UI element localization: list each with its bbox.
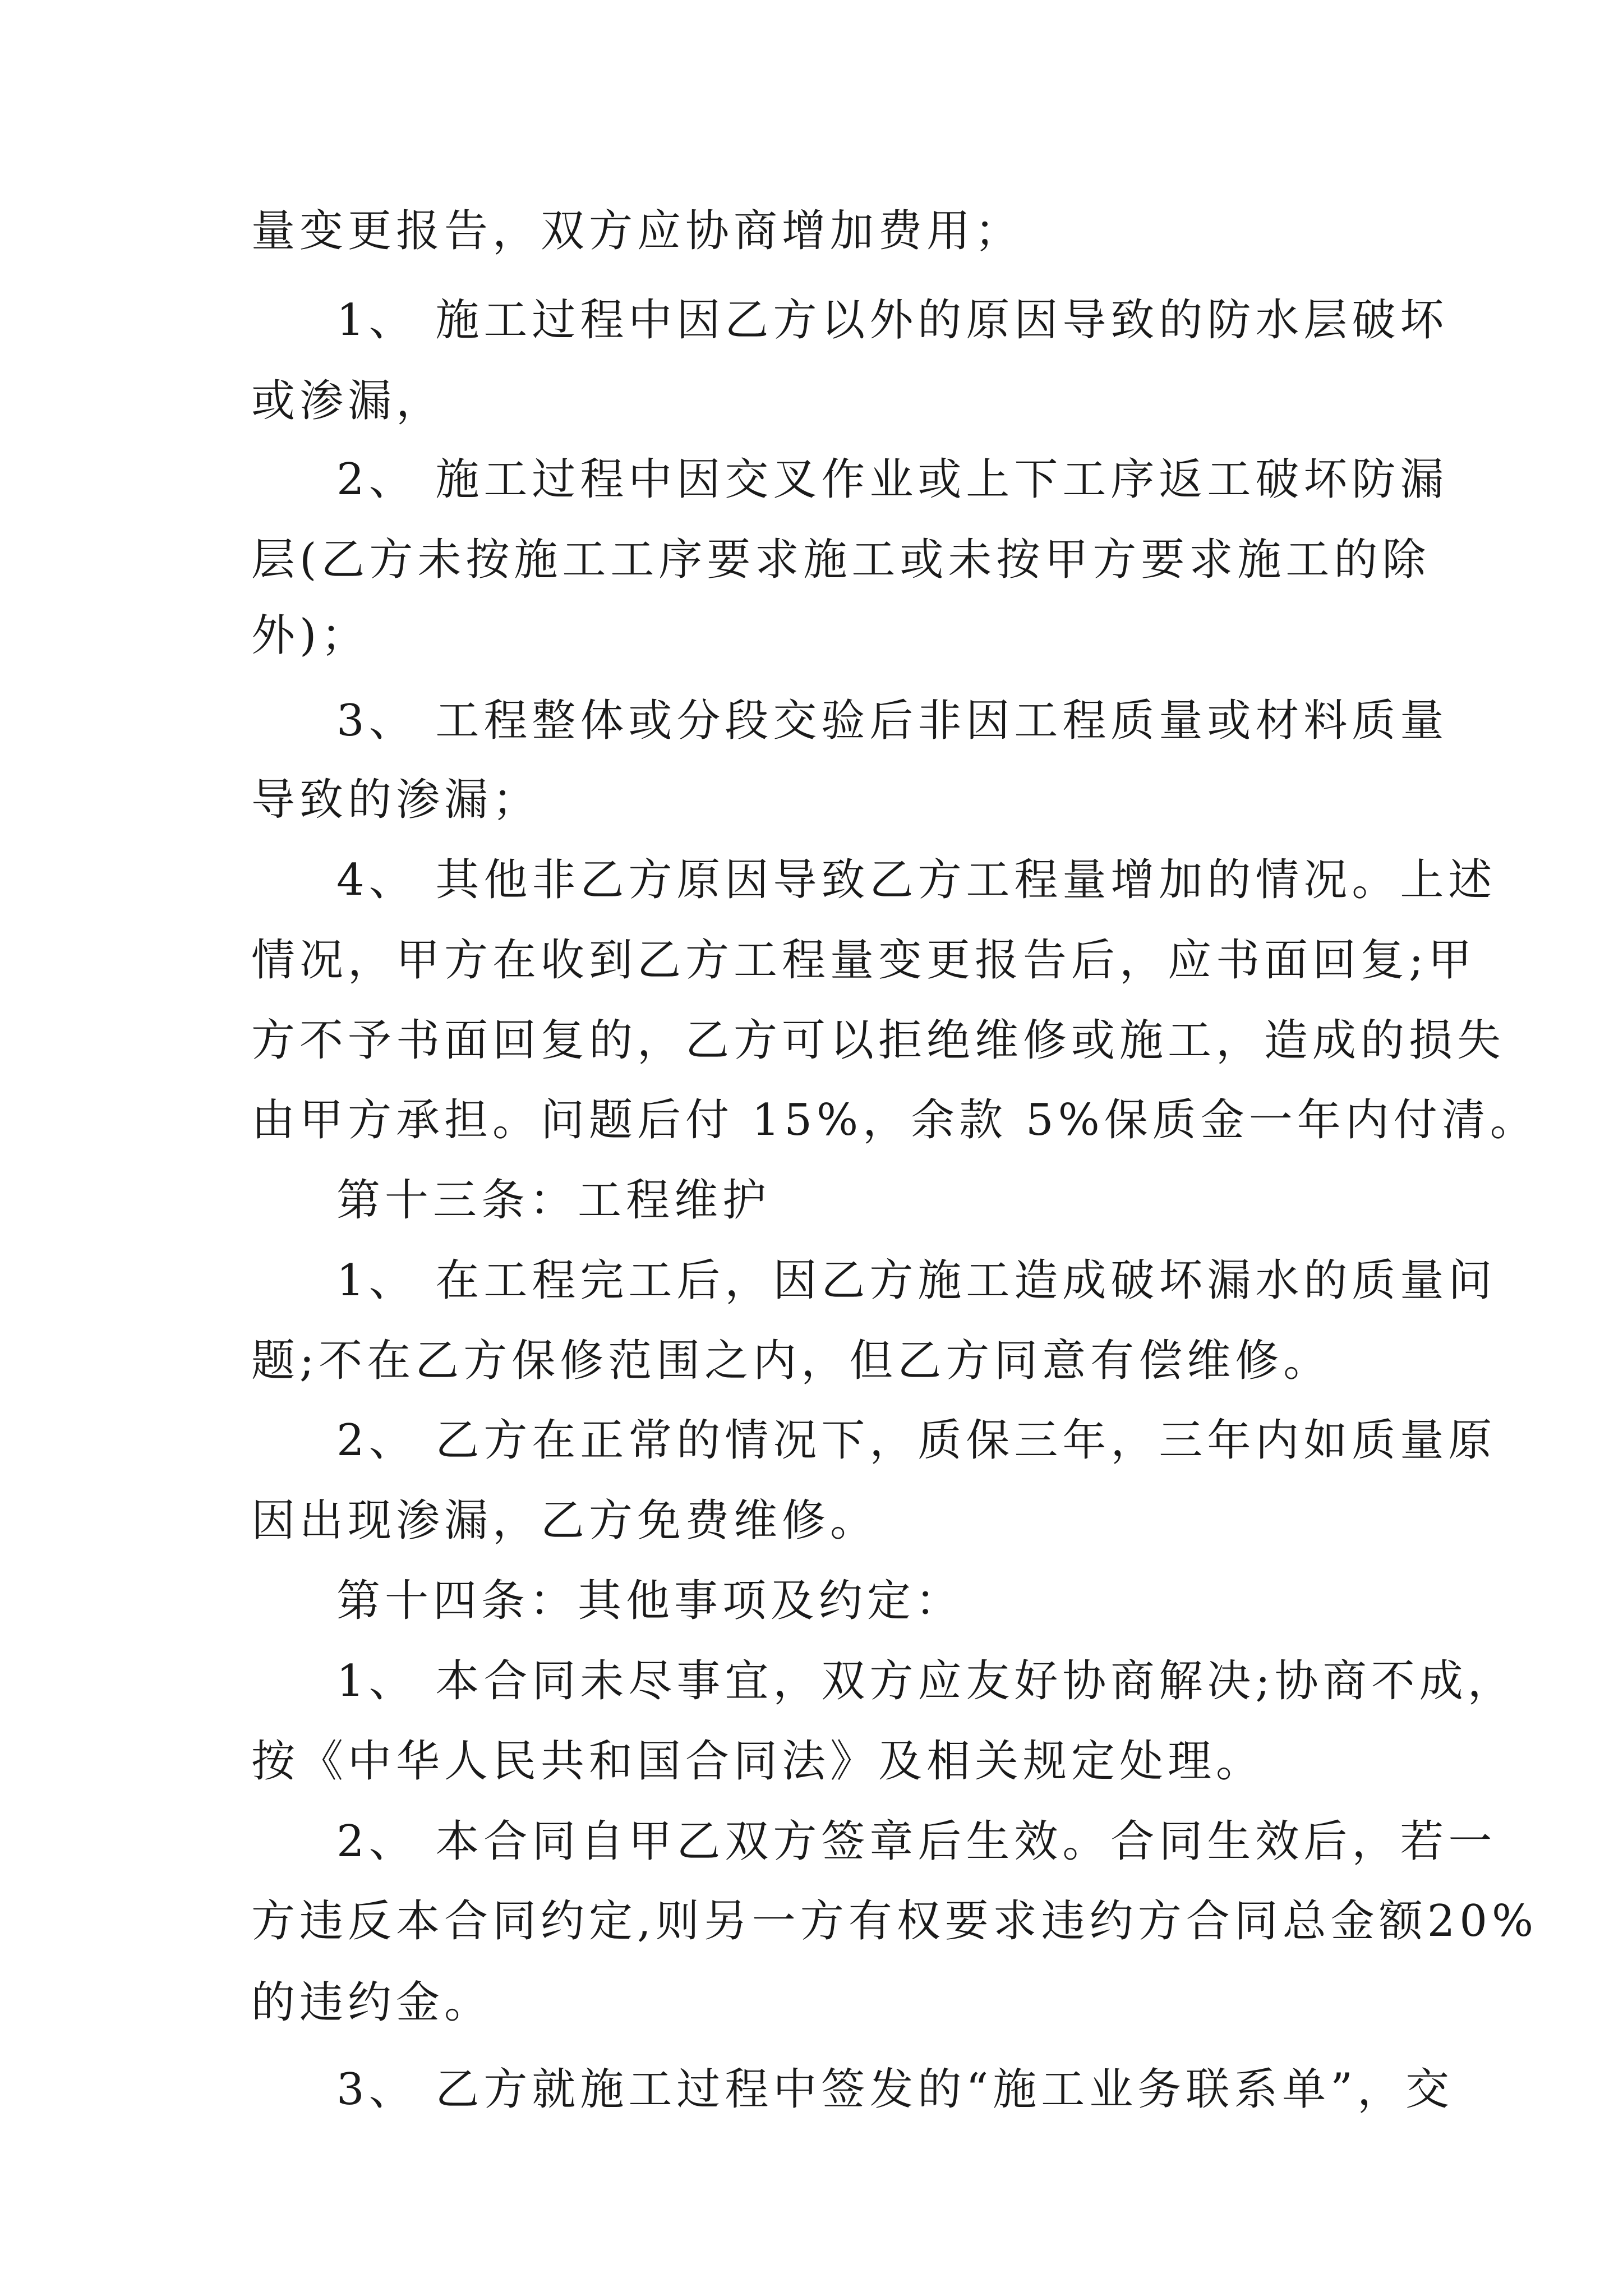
text-line-16: 2、 乙方在正常的情况下，质保三年，三年内如质量原 [336,1415,1497,1466]
text-line-12: 由甲方承担。问题后付 15%，余款 5%保质金一年内付清。 [251,1095,1538,1145]
text-line-20: 按《中华人民共和国合同法》及相关规定处理。 [251,1736,1265,1787]
text-line-21: 2、 本合同自甲乙双方签章后生效。合同生效后，若一 [336,1816,1497,1867]
text-line-10: 情况，甲方在收到乙方工程量变更报告后，应书面回复;甲 [251,935,1477,986]
text-line-19: 1、 本合同未尽事宜，双方应友好协商解决;协商不成， [336,1656,1516,1706]
text-line-3: 或渗漏， [251,376,445,426]
text-line-17: 因出现渗漏，乙方免费维修。 [251,1496,879,1546]
text-line-9: 4、 其他非乙方原因导致乙方工程量增加的情况。上述 [336,855,1497,905]
text-line-22: 方违反本合同约定,则另一方有权要求违约方合同总金额20% [251,1896,1538,1947]
text-line-6: 外)； [251,610,370,661]
text-line-2: 1、 施工过程中因乙方以外的原因导致的防水层破坏 [336,295,1449,346]
text-line-15: 题;不在乙方保修范围之内，但乙方同意有偿维修。 [251,1336,1332,1386]
text-line-4: 2、 施工过程中因交叉作业或上下工序返工破坏防漏 [336,454,1449,505]
text-line-24: 3、 乙方就施工过程中签发的“施工业务联系单”，交 [336,2064,1454,2115]
text-line-14: 1、 在工程完工后，因乙方施工造成破坏漏水的质量问 [336,1255,1497,1306]
text-line-1: 量变更报告，双方应协商增加费用； [251,206,1023,256]
section-heading-13: 第十三条：工程维护 [336,1175,771,1226]
section-heading-14: 第十四条：其他事项及约定： [336,1576,964,1626]
text-line-8: 导致的渗漏； [251,775,541,825]
text-line-7: 3、 工程整体或分段交验后非因工程质量或材料质量 [336,696,1449,746]
text-line-5: 层(乙方未按施工工序要求施工或未按甲方要求施工的除 [251,535,1431,585]
text-line-11: 方不予书面回复的，乙方可以拒绝维修或施工，造成的损失 [251,1015,1506,1066]
text-line-23: 的违约金。 [251,1977,493,2028]
